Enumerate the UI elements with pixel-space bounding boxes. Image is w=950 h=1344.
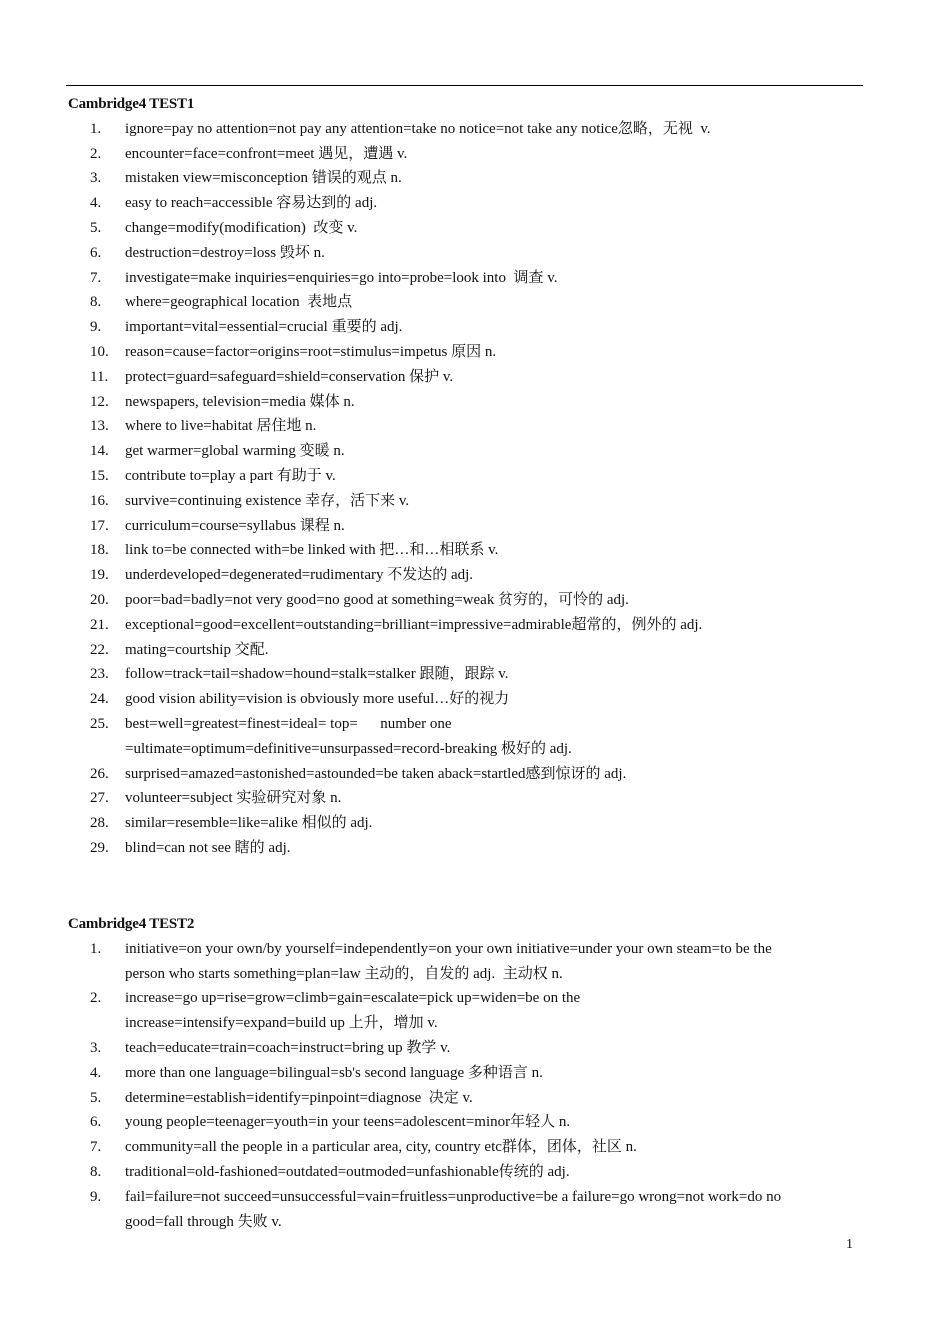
- list-item: [68, 662, 868, 687]
- list-item: [68, 1086, 868, 1111]
- item-number: 12.: [90, 393, 109, 410]
- item-number: 15.: [90, 467, 109, 484]
- item-text: reason=cause=factor=origins=root=stimulus=impetus 原因 n.: [125, 343, 497, 360]
- list-item: [68, 315, 868, 340]
- item-text: contribute to=play a part 有助于 v.: [125, 467, 336, 484]
- item-text: good vision ability=vision is obviously more useful…好的视力: [125, 691, 510, 708]
- item-text: ignore=pay no attention=not pay any attention=take no notice=not take any notice忽略，无视 v.: [125, 120, 711, 137]
- item-text: link to=be connected with=be linked with 把…和…相联系 v.: [125, 542, 499, 559]
- item-text: newspapers, television=media 媒体 n.: [125, 393, 355, 410]
- item-text: destruction=destroy=loss 毁坏 n.: [125, 244, 325, 261]
- list-item: [68, 762, 868, 787]
- item-text: similar=resemble=like=alike 相似的 adj.: [125, 815, 373, 832]
- header-rule: [66, 85, 863, 86]
- item-text: easy to reach=accessible 容易达到的 adj.: [125, 195, 378, 212]
- section-title: Cambridge4 TEST1: [68, 96, 195, 112]
- item-number: 1.: [90, 940, 102, 957]
- item-text: increase=go up=rise=grow=climb=gain=escalate=pick up=widen=be on the increase=intensify=expand=build up 上升，增加 v.: [125, 990, 581, 1032]
- list-item: [68, 117, 868, 142]
- item-text: protect=guard=safeguard=shield=conservation 保护 v.: [125, 368, 454, 385]
- item-text: follow=track=tail=shadow=hound=stalk=stalker 跟随，跟踪 v.: [125, 666, 509, 683]
- item-number: 11.: [90, 368, 109, 385]
- item-number: 22.: [90, 641, 109, 658]
- item-text: mating=courtship 交配.: [125, 641, 269, 658]
- list-item: [68, 613, 868, 638]
- item-text: surprised=amazed=astonished=astounded=be taken aback=startled感到惊讶的 adj.: [125, 765, 627, 782]
- item-text: exceptional=good=excellent=outstanding=brilliant=impressive=admirable超常的，例外的 adj.: [125, 616, 703, 633]
- item-number: 1.: [90, 120, 102, 137]
- item-number: 19.: [90, 567, 109, 584]
- list-item: [68, 166, 868, 191]
- item-text: initiative=on your own/by yourself=independently=on your own initiative=under your own steam=to be the person who starts something=plan=law 主动的，自发的 adj. 主动权 n.: [125, 940, 772, 982]
- list-item: [68, 489, 868, 514]
- item-text: more than one language=bilingual=sb's second language 多种语言 n.: [125, 1064, 543, 1081]
- item-text: community=all the people in a particular area, city, country etc群体，团体，社区 n.: [125, 1139, 637, 1156]
- item-text: important=vital=essential=crucial 重要的 adj.: [125, 319, 403, 336]
- list-item: [68, 142, 868, 167]
- item-number: 26.: [90, 765, 109, 782]
- section-cambridge4-test2: [68, 912, 868, 1234]
- item-number: 16.: [90, 492, 109, 509]
- item-number: 17.: [90, 517, 109, 534]
- list-item: [68, 811, 868, 836]
- item-number: 6.: [90, 1114, 102, 1131]
- item-number: 9.: [90, 1188, 102, 1205]
- item-number: 2.: [90, 145, 102, 162]
- item-number: 7.: [90, 1139, 102, 1156]
- section-title: Cambridge4 TEST2: [68, 916, 195, 932]
- list-item: [68, 1110, 868, 1135]
- item-number: 20.: [90, 591, 109, 608]
- item-number: 23.: [90, 666, 109, 683]
- item-number: 21.: [90, 616, 109, 633]
- item-text: curriculum=course=syllabus 课程 n.: [125, 517, 345, 534]
- item-number: 14.: [90, 443, 109, 460]
- item-number: 7.: [90, 269, 102, 286]
- item-text: poor=bad=badly=not very good=no good at something=weak 贫穷的，可怜的 adj.: [125, 591, 629, 608]
- list-item: [68, 216, 868, 241]
- item-text: blind=can not see 瞎的 adj.: [125, 839, 291, 856]
- item-text: best=well=greatest=finest=ideal= top= number one =ultimate=optimum=definitive=unsurpassed=record-breaking 极好的 adj.: [125, 715, 572, 757]
- item-text: traditional=old-fashioned=outdated=outmoded=unfashionable传统的 adj.: [125, 1163, 570, 1180]
- list-item: [68, 464, 868, 489]
- item-text: change=modify(modification) 改变 v.: [125, 219, 358, 236]
- list-item: [68, 1135, 868, 1160]
- item-text: mistaken view=misconception 错误的观点 n.: [125, 170, 402, 187]
- item-text: volunteer=subject 实验研究对象 n.: [125, 790, 342, 807]
- item-text: encounter=face=confront=meet 遇见，遭遇 v.: [125, 145, 408, 162]
- list-item: [68, 836, 868, 861]
- list-item: [68, 538, 868, 563]
- item-text: survive=continuing existence 幸存，活下来 v.: [125, 492, 410, 509]
- list-item: [68, 340, 868, 365]
- item-text: determine=establish=identify=pinpoint=diagnose 决定 v.: [125, 1089, 473, 1106]
- item-number: 4.: [90, 195, 102, 212]
- item-number: 28.: [90, 815, 109, 832]
- item-number: 25.: [90, 715, 109, 732]
- item-text: get warmer=global warming 变暖 n.: [125, 443, 345, 460]
- item-text: where=geographical location 表地点: [125, 294, 353, 311]
- item-number: 10.: [90, 343, 109, 360]
- item-number: 13.: [90, 418, 109, 435]
- item-number: 2.: [90, 990, 102, 1007]
- item-number: 9.: [90, 319, 102, 336]
- list-item: [68, 937, 868, 987]
- item-number: 3.: [90, 170, 102, 187]
- list-item: [68, 1061, 868, 1086]
- list-item: [68, 687, 868, 712]
- item-number: 4.: [90, 1064, 102, 1081]
- list-item: [68, 1160, 868, 1185]
- item-number: 5.: [90, 1089, 102, 1106]
- list-item: [68, 191, 868, 216]
- vocabulary-list: [68, 117, 868, 861]
- list-item: [68, 390, 868, 415]
- list-item: [68, 786, 868, 811]
- list-item: [68, 241, 868, 266]
- item-text: fail=failure=not succeed=unsuccessful=vain=fruitless=unproductive=be a failure=go wrong=not work=do no good=fall through 失败 v.: [125, 1188, 782, 1230]
- item-number: 6.: [90, 244, 102, 261]
- item-number: 18.: [90, 542, 109, 559]
- vocabulary-list: [68, 937, 868, 1235]
- list-item: [68, 638, 868, 663]
- item-number: 27.: [90, 790, 109, 807]
- list-item: [68, 290, 868, 315]
- list-item: [68, 563, 868, 588]
- page-number: 1: [846, 1237, 853, 1252]
- item-number: 5.: [90, 219, 102, 236]
- item-text: investigate=make inquiries=enquiries=go into=probe=look into 调查 v.: [125, 269, 558, 286]
- list-item: [68, 414, 868, 439]
- list-item: [68, 712, 868, 762]
- list-item: [68, 588, 868, 613]
- list-item: [68, 266, 868, 291]
- item-text: teach=educate=train=coach=instruct=bring up 教学 v.: [125, 1039, 451, 1056]
- item-number: 3.: [90, 1039, 102, 1056]
- item-number: 8.: [90, 294, 102, 311]
- item-text: where to live=habitat 居住地 n.: [125, 418, 317, 435]
- list-item: [68, 1185, 868, 1235]
- item-number: 24.: [90, 691, 109, 708]
- item-number: 29.: [90, 839, 109, 856]
- item-text: young people=teenager=youth=in your teens=adolescent=minor年轻人 n.: [125, 1114, 571, 1131]
- list-item: [68, 1036, 868, 1061]
- item-number: 8.: [90, 1163, 102, 1180]
- item-text: underdeveloped=degenerated=rudimentary 不发达的 adj.: [125, 567, 474, 584]
- section-cambridge4-test1: [68, 92, 868, 861]
- list-item: [68, 514, 868, 539]
- list-item: [68, 439, 868, 464]
- list-item: [68, 365, 868, 390]
- list-item: [68, 986, 868, 1036]
